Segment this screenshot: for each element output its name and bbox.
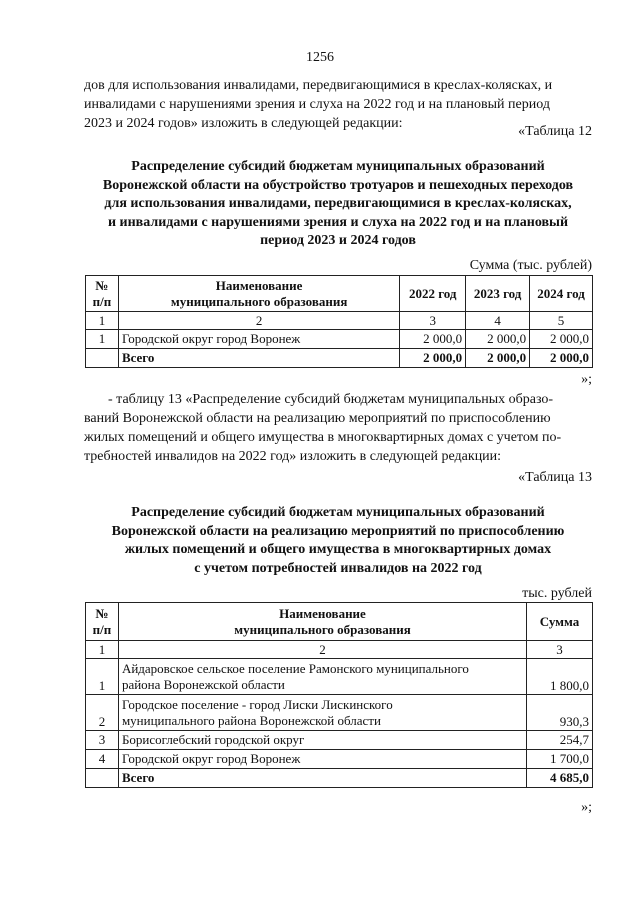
table-row	[86, 731, 593, 750]
intro-paragraph	[84, 76, 592, 133]
table13-title-line: Воронежской области на реализацию мероприятий по приспособлению	[111, 523, 565, 539]
table12-total-2023: 2 000,0	[466, 349, 530, 368]
table13-row-sum: 254,7	[527, 731, 593, 750]
table13-total-empty	[86, 769, 119, 788]
table13-total-sum: 4 685,0	[527, 769, 593, 788]
table13-row-name: Борисоглебский городской округ	[118, 731, 526, 750]
table13-end-quote: »;	[581, 800, 592, 815]
table13-header-name: Наименование муниципального образования	[118, 603, 526, 641]
table12-row-2024: 2 000,0	[530, 330, 593, 349]
table13-title-line: жилых помещений и общего имущества в многоквартирных домах	[124, 542, 552, 557]
table-row	[86, 695, 593, 731]
table13-title	[84, 504, 592, 578]
table13-total-row	[86, 769, 593, 788]
intro-line: инвалидами с нарушениями зрения и слуха на 2022 год и на плановый период	[84, 97, 550, 112]
table12-total-2024: 2 000,0	[530, 349, 593, 368]
table12-total-row	[86, 349, 593, 368]
table12-row-2023: 2 000,0	[466, 330, 530, 349]
table13-title-line: с учетом потребностей инвалидов на 2022 год	[194, 560, 482, 576]
table13-header-row	[86, 603, 593, 641]
table12-header-num: № п/п	[86, 276, 119, 312]
table13-colnum: 3	[527, 641, 593, 659]
mid-paragraph	[84, 390, 592, 466]
table12-row-name: Городской округ город Воронеж	[118, 330, 399, 349]
table12-unit: Сумма (тыс. рублей)	[469, 258, 592, 273]
table12-colnum-row	[86, 312, 593, 330]
table13-colnum: 1	[86, 641, 119, 659]
table12-row-2022: 2 000,0	[400, 330, 466, 349]
table13-row-num: 4	[86, 750, 119, 769]
table12-total-2022: 2 000,0	[400, 349, 466, 368]
table13-row-sum: 930,3	[527, 695, 593, 731]
table13-row-name: Городской округ город Воронеж	[118, 750, 526, 769]
table12-total-label: Всего	[118, 349, 399, 368]
table13-colnum: 2	[118, 641, 526, 659]
table12-colnum: 4	[466, 312, 530, 330]
table13	[85, 602, 593, 788]
table13-total-label: Всего	[118, 769, 526, 788]
table12-title-line: Распределение субсидий бюджетам муниципальных образований	[131, 159, 545, 174]
table12-colnum: 1	[86, 312, 119, 330]
table12-title-line: период 2023 и 2024 годов	[260, 233, 416, 248]
mid-line: требностей инвалидов на 2022 год» изложить в следующей редакции:	[84, 449, 502, 464]
table12-colnum: 5	[530, 312, 593, 330]
table12-header-2022: 2022 год	[400, 276, 466, 312]
table13-row-num: 1	[86, 659, 119, 695]
table13-colnum-row	[86, 641, 593, 659]
page-number: 1256	[306, 50, 334, 65]
table13-header-num: № п/п	[86, 603, 119, 641]
table12-colnum: 3	[400, 312, 466, 330]
table12-label: «Таблица 12	[518, 124, 592, 139]
table12-header-name: Наименование муниципального образования	[118, 276, 399, 312]
table12-title	[84, 158, 592, 251]
table12-header-row	[86, 276, 593, 312]
table12-end-quote: »;	[581, 372, 592, 387]
table12-header-2023: 2023 год	[466, 276, 530, 312]
table13-row-num: 3	[86, 731, 119, 750]
mid-line: ваний Воронежской области на реализацию мероприятий по приспособлению	[84, 411, 551, 426]
table13-unit: тыс. рублей	[522, 586, 592, 601]
table12-title-line: и инвалидами с нарушениями зрения и слуха на 2022 год и на плановый	[107, 214, 569, 230]
table13-header-sum: Сумма	[527, 603, 593, 641]
table12-row-num: 1	[86, 330, 119, 349]
table13-title-line: Распределение субсидий бюджетам муниципальных образований	[131, 505, 545, 520]
table12-colnum: 2	[118, 312, 399, 330]
table12-header-2024: 2024 год	[530, 276, 593, 312]
intro-line: дов для использования инвалидами, передвигающимися в креслах-колясках, и	[84, 78, 553, 93]
table13-row-num: 2	[86, 695, 119, 731]
table12-total-empty	[86, 349, 119, 368]
mid-line: жилых помещений и общего имущества в многоквартирных домах с учетом по-	[84, 430, 562, 445]
table13-row-name: Айдаровское сельское поселение Рамонского муниципального района Воронежской области	[118, 659, 526, 695]
table13-row-sum: 1 800,0	[527, 659, 593, 695]
table12-title-line: для использования инвалидами, передвигающимися в креслах-колясках,	[104, 196, 572, 211]
table13-label: «Таблица 13	[518, 470, 592, 485]
table13-row-name: Городское поселение - город Лиски Лискинского муниципального района Воронежской области	[118, 695, 526, 731]
table12	[85, 275, 593, 368]
intro-line: 2023 и 2024 годов» изложить в следующей редакции:	[84, 116, 403, 131]
table-row	[86, 750, 593, 769]
mid-line: - таблицу 13 «Распределение субсидий бюджетам муниципальных образо-	[108, 392, 554, 407]
table13-row-sum: 1 700,0	[527, 750, 593, 769]
table-row	[86, 330, 593, 349]
table12-title-line: Воронежской области на обустройство тротуаров и пешеходных переходов	[102, 177, 574, 193]
table-row	[86, 659, 593, 695]
